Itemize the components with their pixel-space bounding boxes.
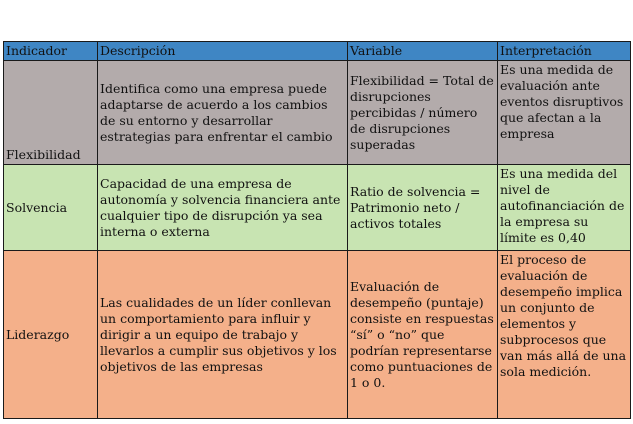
cell-descripcion: Identifica como una empresa puede adaptarse de acuerdo a los cambios de su entorno y desarrollar estrategias para enfrentar el cambio [98,61,348,165]
cell-variable: Flexibilidad = Total de disrupciones percibidas / número de disrupciones superadas [348,61,498,165]
cell-interpretacion: Es una medida de evaluación ante eventos disruptivos que afectan a la empresa [498,61,631,165]
cell-indicador: Liderazgo [4,251,98,419]
cell-variable: Evaluación de desempeño (puntaje) consiste en respuestas “sí” o “no” que podrían representarse como puntuaciones de 1 o 0. [348,251,498,419]
cell-descripcion: Las cualidades de un líder conllevan un comportamiento para influir y dirigir a un equipo de trabajo y llevarlos a cumplir sus objetivos y los objetivos de las empresas [98,251,348,419]
header-indicador: Indicador [4,42,98,61]
cell-indicador: Flexibilidad [4,61,98,165]
indicators-table [3,41,631,419]
table-row-flexibilidad [4,61,631,165]
table-row-solvencia [4,165,631,251]
table-row-liderazgo [4,251,631,419]
header-descripcion: Descripción [98,42,348,61]
cell-interpretacion: Es una medida del nivel de autofinanciación de la empresa su límite es 0,40 [498,165,631,251]
header-row [4,42,631,61]
header-variable: Variable [348,42,498,61]
cell-indicador: Solvencia [4,165,98,251]
cell-variable: Ratio de solvencia = Patrimonio neto / activos totales [348,165,498,251]
cell-interpretacion: El proceso de evaluación de desempeño implica un conjunto de elementos y subprocesos que van más allá de una sola medición. [498,251,631,419]
cell-descripcion: Capacidad de una empresa de autonomía y solvencia financiera ante cualquier tipo de disrupción ya sea interna o externa [98,165,348,251]
header-interpretacion: Interpretación [498,42,631,61]
